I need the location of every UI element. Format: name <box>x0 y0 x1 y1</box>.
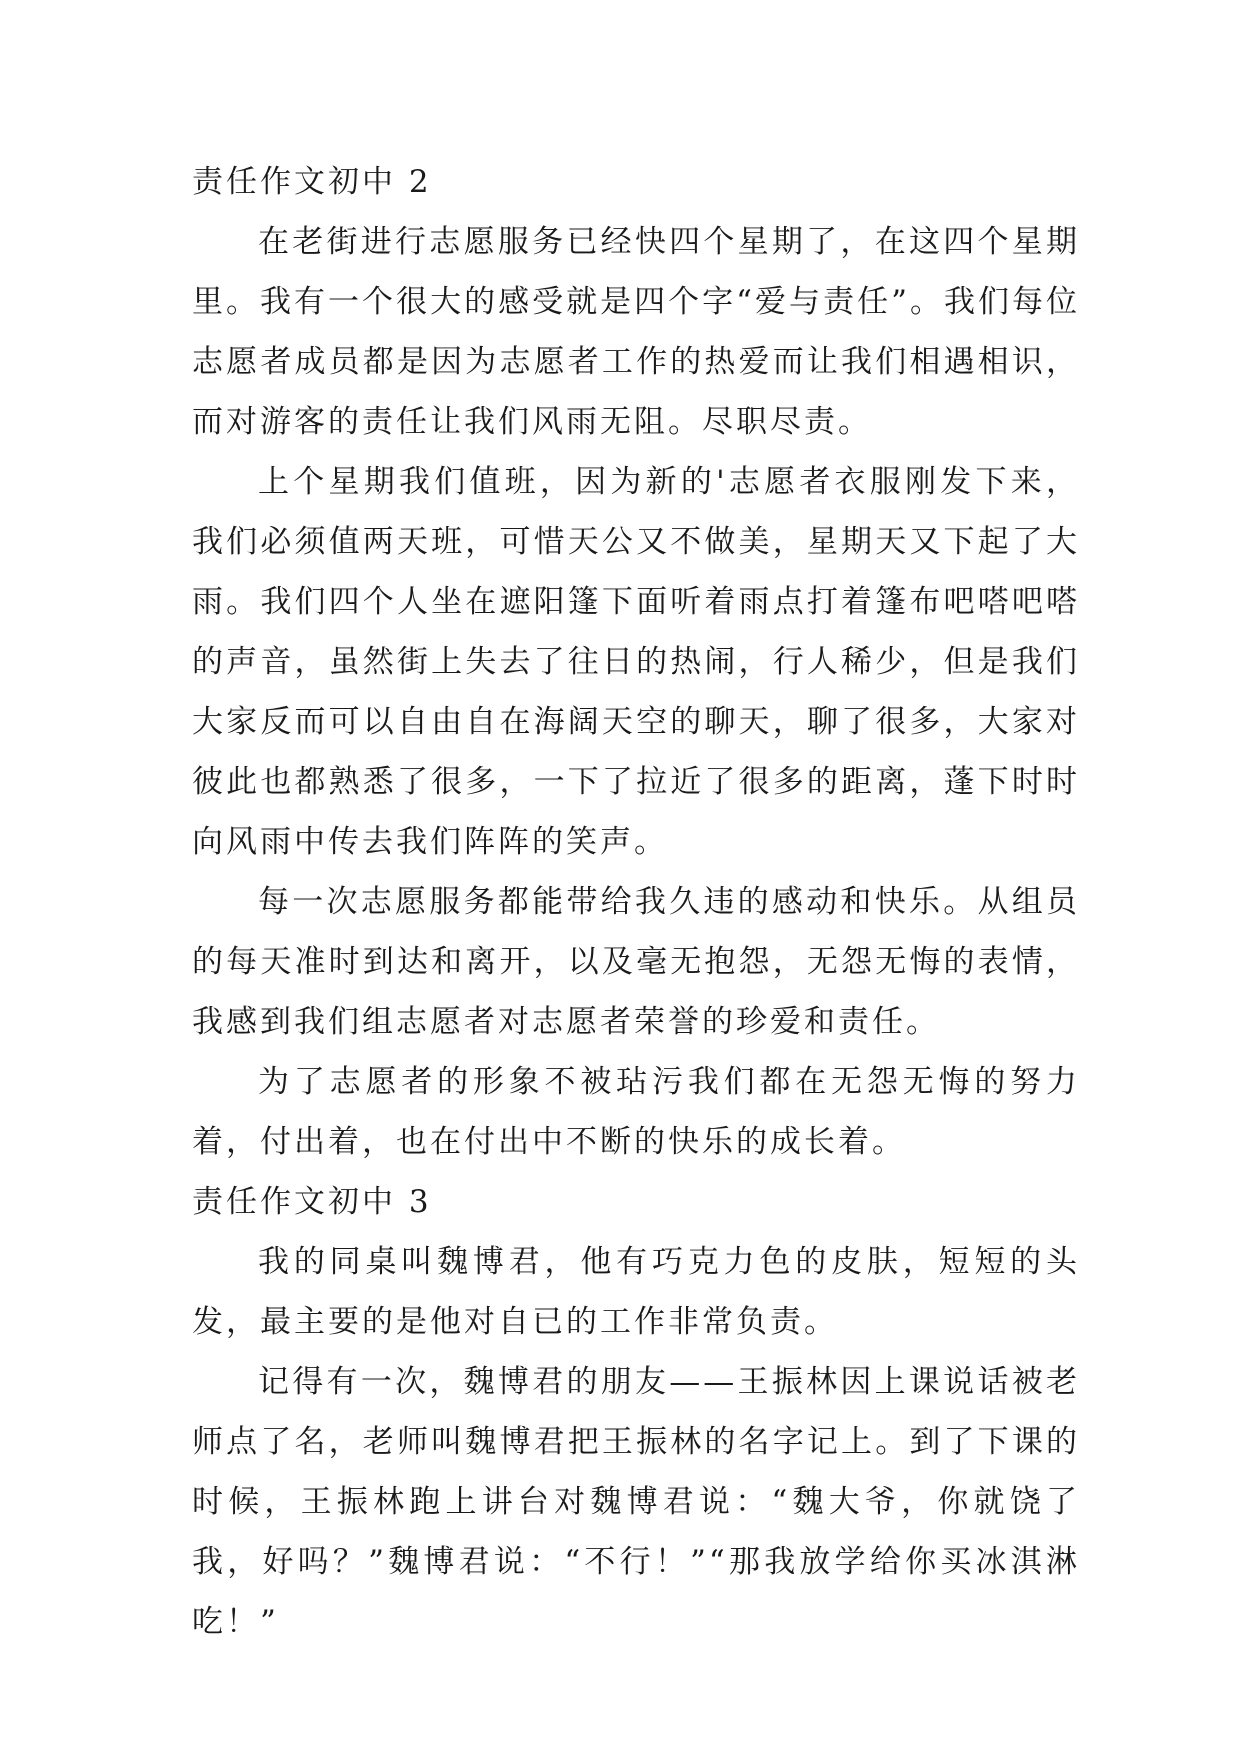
paragraph: 记得有一次，魏博君的朋友——王振林因上课说话被老师点了名，老师叫魏博君把王振林的名字记上。到了下课的时候，王振林跑上讲台对魏博君说：“魏大爷，你就饶了我，好吗？”魏博君说：“不行！”“那我放学给你买冰淇淋吃！” <box>192 1364 1080 1640</box>
paragraph: 为了志愿者的形象不被玷污我们都在无怨无悔的努力着，付出着，也在付出中不断的快乐的成长着。 <box>192 1064 1080 1160</box>
section-heading: 责任作文初中 2 <box>192 164 432 200</box>
paragraph: 在老街进行志愿服务已经快四个星期了，在这四个星期里。我有一个很大的感受就是四个字“爱与责任”。我们每位志愿者成员都是因为志愿者工作的热爱而让我们相遇相识，而对游客的责任让我们风雨无阻。尽职尽责。 <box>192 224 1080 440</box>
paragraph: 上个星期我们值班，因为新的'志愿者衣服刚发下来，我们必须值两天班，可惜天公又不做美，星期天又下起了大雨。我们四个人坐在遮阳篷下面听着雨点打着篷布吧嗒吧嗒的声音，虽然街上失去了往日的热闹，行人稀少，但是我们大家反而可以自由自在海阔天空的聊天，聊了很多，大家对彼此也都熟悉了很多，一下了拉近了很多的距离，蓬下时时向风雨中传去我们阵阵的笑声。 <box>192 464 1080 860</box>
document-body <box>192 152 1080 1652</box>
section-heading: 责任作文初中 3 <box>192 1184 432 1220</box>
paragraph: 每一次志愿服务都能带给我久违的感动和快乐。从组员的每天准时到达和离开，以及毫无抱怨，无怨无悔的表情，我感到我们组志愿者对志愿者荣誉的珍爱和责任。 <box>192 884 1080 1040</box>
paragraph: 我的同桌叫魏博君，他有巧克力色的皮肤，短短的头发，最主要的是他对自已的工作非常负责。 <box>192 1244 1080 1340</box>
